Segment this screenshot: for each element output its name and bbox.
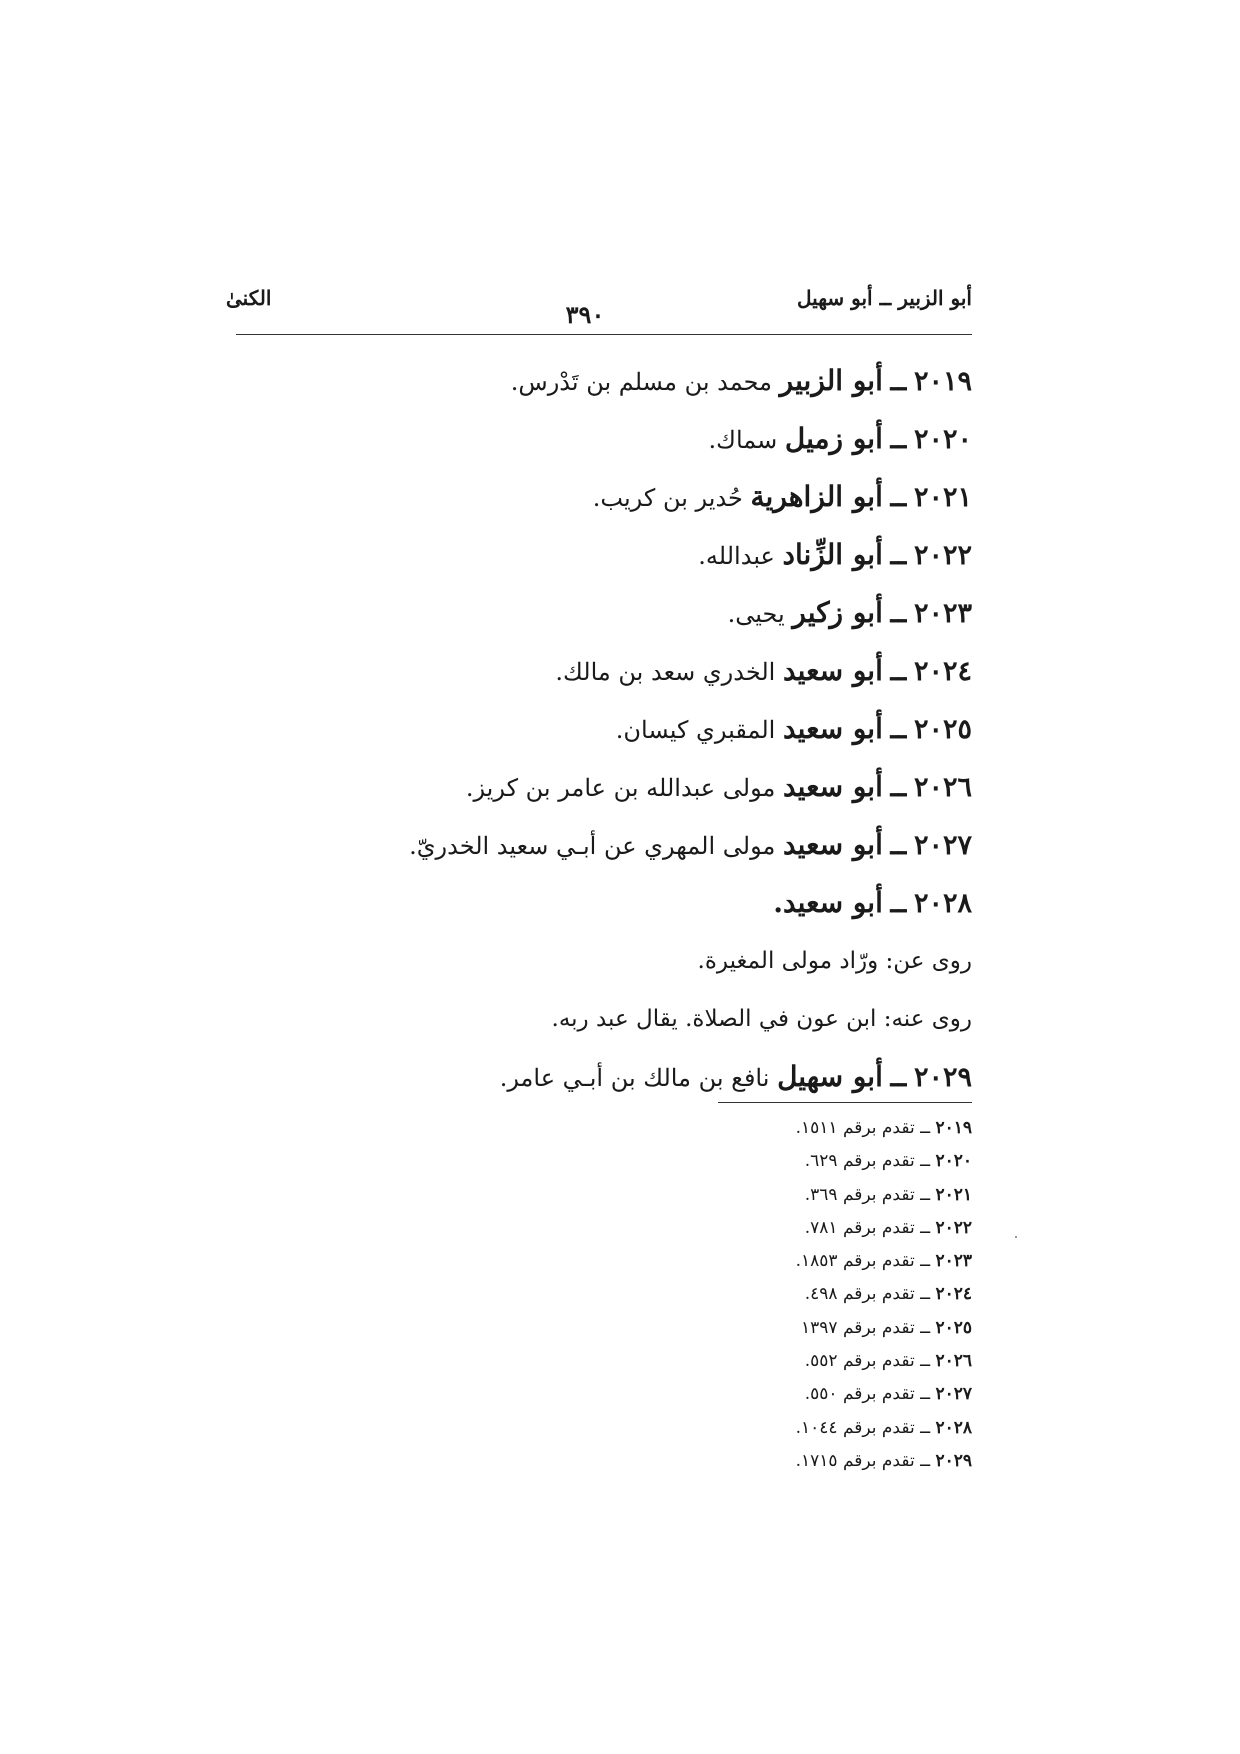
entry-2020 [236,410,972,468]
entry-number: ٢٠٢٠ [913,424,972,455]
footnote-text: ــ تقدم برقم ١٠٤٤. [795,1417,931,1438]
footnote-text: ــ تقدم برقم ١٣٩٧ [801,1317,931,1338]
entry-number: ٢٠٢٩ [913,1062,972,1093]
entry-2021 [236,468,972,526]
entry-kunya: أبو سعيد [782,654,883,687]
running-head-title: أبو الزبير ــ أبو سهيل [797,286,972,310]
footnote-text: ــ تقدم برقم ٦٢٩. [804,1151,931,1172]
footnote [632,1345,972,1378]
narrated-by-line: روى عنه: ابن عون في الصلاة. يقال عبد ربه. [551,1006,972,1032]
footnote [632,1245,972,1278]
page-number: ٣٩٠ [565,300,605,329]
entry-number: ٢٠٢٥ [913,714,972,745]
footnote [632,1179,972,1212]
entry-dash: ــ [890,830,907,861]
entry-number: ٢٠٢٨ [913,888,972,919]
entry-2019 [236,352,972,410]
entry-kunya: أبو زميل [784,422,883,455]
entry-dash: ــ [890,1062,907,1093]
footnote-text: ــ تقدم برقم ١٥١١. [795,1118,931,1138]
entry-kunya: أبو الزاهرية [750,480,883,513]
footnote [632,1445,972,1478]
entries-list [236,352,972,1106]
entry-text: يحيى. [727,600,785,628]
entry-number: ٢٠٢٣ [913,598,972,629]
entry-number: ٢٠٢١ [913,482,972,513]
footnote-text: ــ تقدم برقم ٥٥٠. [804,1384,931,1405]
entry-2027 [236,816,972,874]
footnote-text: ــ تقدم برقم ١٧١٥. [795,1450,931,1471]
footnote [632,1312,972,1345]
entry-dash: ــ [890,772,907,803]
entry-2029 [236,1048,972,1106]
entry-text: محمد بن مسلم بن تَدْرس. [510,368,772,396]
footnote-text: ــ تقدم برقم ٣٦٩. [804,1184,931,1205]
entry-number: ٢٠٢٦ [913,772,972,803]
header-rule [236,334,972,335]
entry-dash: ــ [890,598,907,629]
entry-2023 [236,584,972,642]
footnote [632,1378,972,1411]
entry-kunya: أبو سعيد [782,828,883,861]
footnote [632,1412,972,1445]
footnote-text: ــ تقدم برقم ١٨٥٣. [795,1251,931,1272]
footnote-number: ٢٠١٩ [935,1118,972,1138]
footnote-number: ٢٠٢٢ [935,1217,972,1238]
entry-2024 [236,642,972,700]
footnote [632,1212,972,1245]
footnote-rule [718,1102,972,1103]
entry-number: ٢٠١٩ [913,366,972,397]
entry-kunya: أبو زكير [792,596,883,629]
scan-speck [1015,1236,1017,1238]
footnotes-list [632,1112,972,1478]
entry-2025 [236,700,972,758]
entry-text: عبدالله. [698,542,775,570]
footnote-number: ٢٠٢٨ [935,1417,972,1438]
entry-kunya: أبو سعيد [782,712,883,745]
entry-dash: ــ [890,888,907,919]
entry-text: سماك. [708,426,778,454]
footnote-number: ٢٠٢٧ [935,1384,972,1405]
entry-number: ٢٠٢٤ [913,656,972,687]
entry-number: ٢٠٢٢ [913,540,972,571]
running-head-section: الكنىٰ [226,286,272,310]
entry-dash: ــ [890,714,907,745]
entry-dash: ــ [890,656,907,687]
footnote-number: ٢٠٢٩ [935,1450,972,1471]
entry-text: حُدير بن كريب. [592,484,743,512]
entry-text: الخدري سعد بن مالك. [555,658,776,686]
footnote [632,1278,972,1311]
footnote-text: ــ تقدم برقم ٤٩٨. [804,1284,931,1305]
entry-text: نافع بن مالك بن أبـي عامر. [499,1064,770,1092]
entry-dash: ــ [890,482,907,513]
entry-kunya: أبو الزبير [779,364,883,397]
entry-2026 [236,758,972,816]
entry-dash: ــ [890,424,907,455]
entry-number: ٢٠٢٧ [913,830,972,861]
footnote-number: ٢٠٢٠ [935,1151,972,1172]
entry-2022 [236,526,972,584]
footnote [632,1145,972,1178]
entry-kunya: أبو الزِّناد [782,538,883,571]
footnote-text: ــ تقدم برقم ٧٨١. [804,1217,931,1238]
entry-dash: ــ [890,366,907,397]
entry-2028 [236,874,972,932]
footnote-number: ٢٠٢٤ [935,1284,972,1305]
entry-text: مولى عبدالله بن عامر بن كريز. [465,774,776,802]
entry-text: مولى المهري عن أبـي سعيد الخدريّ. [409,832,776,860]
entry-kunya: أبو سعيد [782,770,883,803]
footnote [632,1112,972,1145]
narrated-from-line: روى عن: ورّاد مولى المغيرة. [697,948,972,974]
footnote-text: ــ تقدم برقم ٥٥٢. [804,1351,931,1372]
entry-dash: ــ [890,540,907,571]
entry-kunya: أبو سهيل [777,1060,883,1093]
entry-kunya: أبو سعيد. [773,886,883,919]
entry-text: المقبري كيسان. [615,716,776,744]
footnote-number: ٢٠٢١ [935,1184,972,1205]
footnote-number: ٢٠٢٣ [935,1251,972,1272]
footnote-number: ٢٠٢٦ [935,1351,972,1372]
footnote-number: ٢٠٢٥ [935,1317,972,1338]
